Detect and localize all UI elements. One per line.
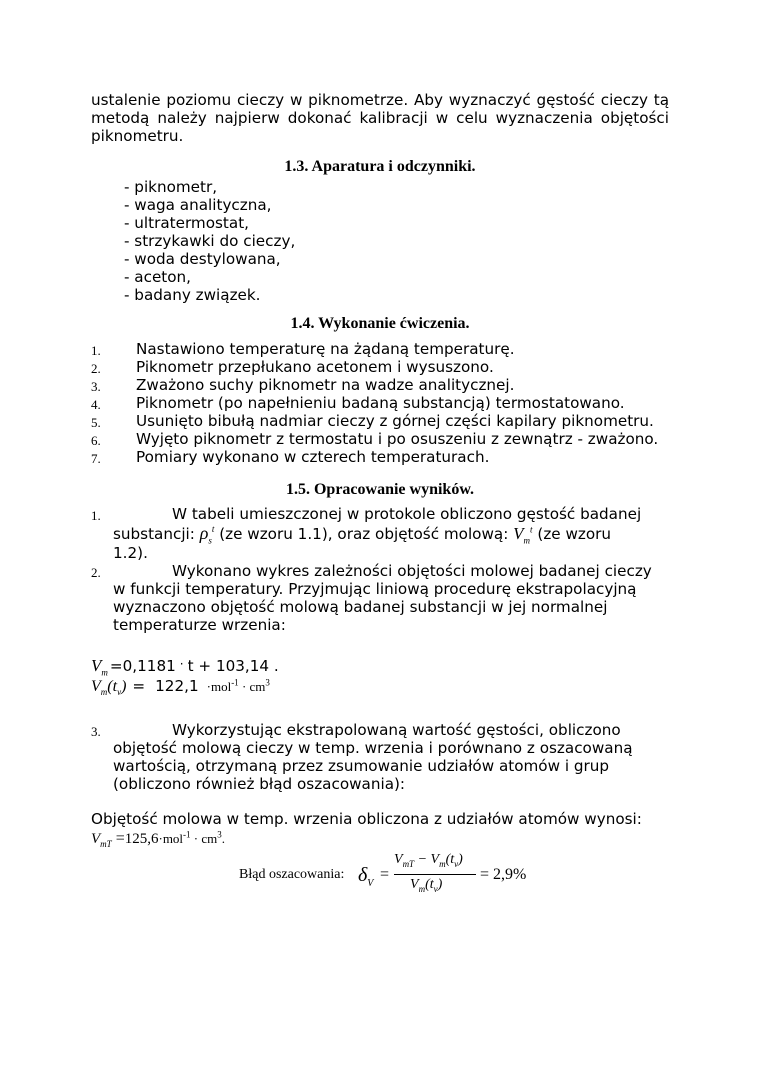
step-text: Usunięto bibułą nadmiar cieczy z górnej części kapilary piknometru. — [136, 412, 654, 430]
unit: $\cdot mol^{-1} \cdot cm^3$ — [206, 677, 270, 694]
unit: $\cdot mol^{-1} \cdot cm^3$. — [158, 829, 226, 846]
error-result: = 2,9% — [480, 866, 527, 883]
equals-sign: = — [132, 677, 146, 695]
item-1-text: (ze wzoru — [537, 525, 612, 543]
item-3-line: Wykorzystując ekstrapolowaną wartość gęstości, obliczono — [172, 721, 621, 739]
step-number: 1. — [91, 343, 101, 358]
step-text: Zważono suchy piknometr na wadze analitycznej. — [136, 376, 515, 394]
equipment-list — [124, 178, 295, 304]
item-number: 1. — [91, 508, 101, 523]
unit-mol: mol — [162, 831, 184, 846]
slope-value: 0,1181 — [122, 657, 176, 675]
equals-sign: = — [109, 657, 123, 675]
step-text: Wyjęto piknometr z termostatu i po osuszeniu z zewnątrz - zważono. — [136, 430, 659, 448]
step-text: Nastawiono temperaturę na żądaną temperaturę. — [136, 340, 515, 358]
list-item: - woda destylowana, — [124, 250, 281, 268]
item-2-line: w funkcji temperatury. Przyjmując liniową procedurę ekstrapolacyjną — [113, 580, 637, 598]
procedure-list — [0, 340, 760, 470]
section-1-4-heading: 1.4. Wykonanie ćwiczenia. — [290, 315, 470, 332]
step-text: Pomiary wykonano w czterech temperaturach. — [136, 448, 490, 466]
denominator: $V_m(t_v)$ — [410, 877, 443, 894]
item-2-line: temperaturze wrzenia: — [113, 616, 286, 634]
item-number: 3. — [91, 724, 101, 739]
equals-sign: = — [115, 830, 125, 847]
step-number: 2. — [91, 361, 101, 376]
item-number: 2. — [91, 565, 101, 580]
vm-tv-symbol: $V_m(t_v)$ — [91, 678, 127, 698]
intro-line: ustalenie poziomu cieczy w piknometrze. Aby wyznaczyć gęstość cieczy tą — [91, 91, 669, 109]
equals-sign: = — [380, 866, 390, 883]
vm-symbol: $V_m$ — [91, 656, 108, 678]
list-item: - waga analityczna, — [124, 196, 272, 214]
item-2-line: Wykonano wykres zależności objętości molowej badanej cieczy — [172, 562, 652, 580]
item-1-line-2 — [113, 523, 612, 546]
fraction-bar — [394, 874, 476, 875]
regression-equation — [91, 655, 279, 676]
density-symbol: $\rho_s^t$ — [199, 523, 215, 546]
item-1-line: W tabeli umieszczonej w protokole obliczono gęstość badanej — [172, 505, 642, 523]
step-number: 4. — [91, 397, 101, 412]
numerator: $V_{mT} - V_m(t_v)$ — [394, 852, 463, 869]
item-1-line: 1.2). — [113, 544, 148, 562]
multiply-dot: · — [179, 657, 184, 671]
list-item: - badany związek. — [124, 286, 261, 304]
delta-symbol: $\delta_V$ — [358, 864, 374, 889]
vmt-value: 125,6 — [124, 831, 159, 847]
vm-value: 122,1 — [155, 677, 199, 695]
unit-cm: cm — [249, 679, 266, 694]
item-3-line: wartością, otrzymaną przez zsumowanie udziałów atomów i grup — [113, 757, 610, 775]
step-text: Piknometr przepłukano acetonem i wysuszono. — [136, 358, 494, 376]
step-number: 7. — [91, 451, 101, 466]
item-3-line: (obliczono również błąd oszacowania): — [113, 775, 406, 793]
boiling-molar-volume — [91, 677, 270, 696]
intro-line: piknometru. — [91, 127, 184, 145]
list-item: - piknometr, — [124, 178, 218, 196]
unit-cm: cm — [201, 831, 218, 846]
step-number: 5. — [91, 415, 101, 430]
step-text: Piknometr (po napełnieniu badaną substancją) termostatowano. — [136, 394, 625, 412]
list-item: - strzykawki do cieczy, — [124, 232, 296, 250]
list-item: - ultratermostat, — [124, 214, 249, 232]
mol-line: Objętość molowa w temp. wrzenia obliczona z udziałów atomów wynosi: — [91, 810, 642, 828]
item-3-line: objętość molową cieczy w temp. wrzenia i porównano z oszacowaną — [113, 739, 633, 757]
intro-line: metodą należy najpierw dokonać kalibracji w celu wyznaczenia objętości — [91, 109, 669, 127]
unit-mol: mol — [210, 679, 232, 694]
error-label: Błąd oszacowania: — [239, 867, 345, 882]
molar-volume-symbol: $V_m^t$ — [513, 524, 533, 546]
equation-rest: t + 103,14 . — [187, 657, 279, 675]
section-1-3-heading: 1.3. Aparatura i odczynniki. — [284, 158, 476, 175]
section-1-5-heading: 1.5. Opracowanie wyników. — [285, 481, 474, 498]
list-item: - aceton, — [124, 268, 192, 286]
step-number: 6. — [91, 433, 101, 448]
item-1-text: substancji: — [113, 525, 195, 543]
step-number: 3. — [91, 379, 101, 394]
item-1-text: (ze wzoru 1.1), oraz objętość molową: — [219, 525, 509, 543]
intro-paragraph — [91, 91, 669, 145]
vmt-equation — [91, 830, 225, 848]
error-formula — [358, 852, 528, 898]
item-2-line: wyznaczono objętość molową badanej substancji w jej normalnej — [113, 598, 608, 616]
vmt-symbol: $V_{mT}$ — [91, 831, 112, 849]
